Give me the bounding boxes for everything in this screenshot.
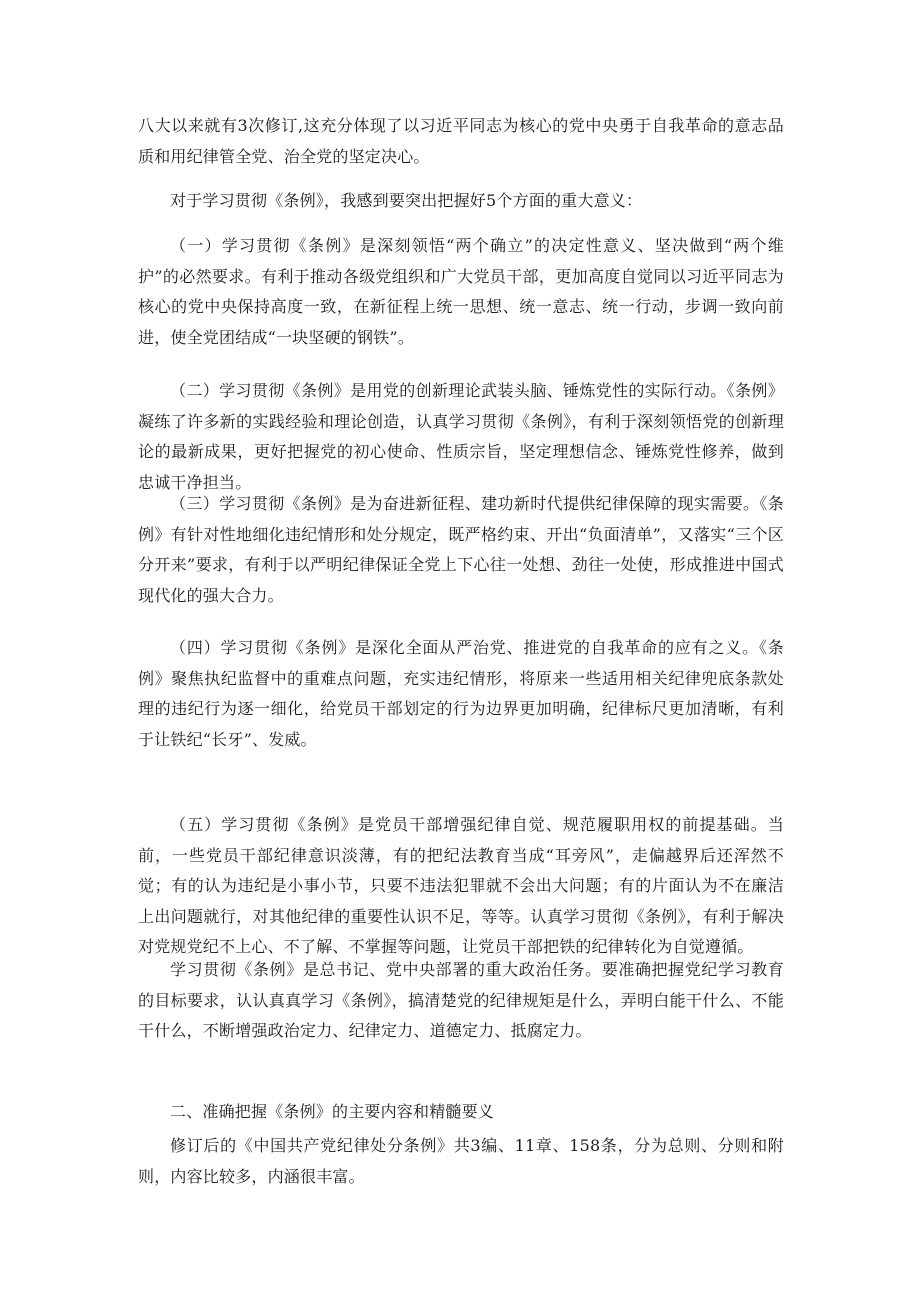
section-heading: 二、准确把握《条例》的主要内容和精髓要义 [170, 1102, 495, 1121]
paragraph-lead: 八大以来就有3次修订,这充分体现了以习近平同志为核心的党中央勇于自我革命的意志品质和用纪律管全党、治全党的坚定决心。 [138, 116, 784, 166]
paragraph-content: 修订后的《中国共产党纪律处分条例》共3编、11章、158条，分为总则、分则和附则，内容比较多，内涵很丰富。 [138, 1136, 784, 1186]
paragraph-intro: 对于学习贯彻《条例》，我感到要突出把握好5个方面的重大意义： [170, 191, 643, 210]
paragraph-item-2: （二）学习贯彻《条例》是用党的创新理论武装头脑、锤炼党性的实际行动。《条例》凝练了许多新的实践经验和理论创造，认真学习贯彻《条例》，有利于深刻领悟党的创新理论的最新成果，更好把握党的初心使命、性质宗旨，坚定理想信念、锤炼党性修养，做到忠诚干净担当。 [138, 381, 784, 492]
paragraph-summary: 学习贯彻《条例》是总书记、党中央部署的重大政治任务。要准确把握党纪学习教育的目标要求，认认真真学习《条例》，搞清楚党的纪律规矩是什么，弄明白能干什么、不能干什么，不断增强政治定力、纪律定力、道德定力、抵腐定力。 [138, 960, 784, 1041]
paragraph-item-5: （五）学习贯彻《条例》是党员干部增强纪律自觉、规范履职用权的前提基础。当前，一些党员干部纪律意识淡薄，有的把纪法教育当成“耳旁风”，走偏越界后还浑然不觉；有的认为违纪是小事小节，只要不违法犯罪就不会出大问题；有的片面认为不在廉洁上出问题就行，对其他纪律的重要性认识不足，等等。认真学习贯彻《条例》，有利于解决对党规党纪不上心、不了解、不掌握等问题，让党员干部把铁的纪律转化为自觉遵循。 [138, 815, 784, 957]
paragraph-item-1: （一）学习贯彻《条例》是深刻领悟“两个确立”的决定性意义、坚决做到“两个维护”的必然要求。有利于推动各级党组织和广大党员干部，更加高度自觉同以习近平同志为核心的党中央保持高度一致，在新征程上统一思想、统一意志、统一行动，步调一致向前进，使全党团结成“一块坚硬的钢铁”。 [138, 236, 784, 347]
paragraph-item-4: （四）学习贯彻《条例》是深化全面从严治党、推进党的自我革命的应有之义。《条例》聚焦执纪监督中的重难点问题，充实违纪情形，将原来一些适用相关纪律兜底条款处理的违纪行为逐一细化，给党员干部划定的行为边界更加明确，纪律标尺更加清晰，有利于让铁纪“长牙”、发威。 [138, 638, 784, 749]
paragraph-item-3: （三）学习贯彻《条例》是为奋进新征程、建功新时代提供纪律保障的现实需要。《条例》有针对性地细化违纪情形和处分规定，既严格约束、开出“负面清单”，又落实“三个区分开来”要求，有利于以严明纪律保证全党上下心往一处想、劲往一处使，形成推进中国式现代化的强大合力。 [138, 494, 784, 605]
